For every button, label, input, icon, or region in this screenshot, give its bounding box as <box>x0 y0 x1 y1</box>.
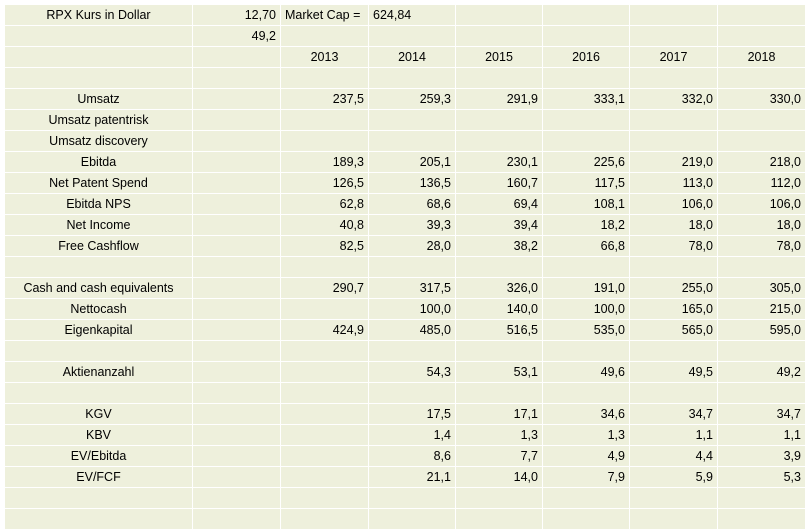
cell-A22[interactable]: EV/Ebitda <box>5 446 193 467</box>
cell-C15[interactable] <box>281 299 369 320</box>
cell-D18[interactable]: 54,3 <box>369 362 456 383</box>
spacer-row-5 <box>5 488 806 509</box>
cell-H14[interactable]: 305,0 <box>718 278 806 299</box>
cell-D15[interactable]: 100,0 <box>369 299 456 320</box>
cell-A23[interactable]: EV/FCF <box>5 467 193 488</box>
cell-G7[interactable] <box>630 131 718 152</box>
cell-G4[interactable] <box>630 68 718 89</box>
cell-B22[interactable] <box>193 446 281 467</box>
ebitda-row <box>5 152 806 173</box>
cell-C4[interactable] <box>281 68 369 89</box>
cell-G18[interactable]: 49,5 <box>630 362 718 383</box>
cell-F15[interactable]: 100,0 <box>543 299 630 320</box>
cell-C21[interactable] <box>281 425 369 446</box>
cell-H11[interactable]: 18,0 <box>718 215 806 236</box>
eigenkapital-row <box>5 320 806 341</box>
cell-A14[interactable]: Cash and cash equivalents <box>5 278 193 299</box>
cell-C22[interactable] <box>281 446 369 467</box>
cell-H25[interactable] <box>718 509 806 530</box>
cell-C14[interactable]: 290,7 <box>281 278 369 299</box>
nettocash-row <box>5 299 806 320</box>
cell-A16[interactable]: Eigenkapital <box>5 320 193 341</box>
cell-H7[interactable] <box>718 131 806 152</box>
cell-D20[interactable]: 17,5 <box>369 404 456 425</box>
cell-B21[interactable] <box>193 425 281 446</box>
cell-B10[interactable] <box>193 194 281 215</box>
cell-C10[interactable]: 62,8 <box>281 194 369 215</box>
cell-A21[interactable]: KBV <box>5 425 193 446</box>
cell-B8[interactable] <box>193 152 281 173</box>
cell-G10[interactable]: 106,0 <box>630 194 718 215</box>
cell-B19[interactable] <box>193 383 281 404</box>
cell-B7[interactable] <box>193 131 281 152</box>
aktienanzahl-row <box>5 362 806 383</box>
cell-C11[interactable]: 40,8 <box>281 215 369 236</box>
cell-F17[interactable] <box>543 341 630 362</box>
cell-H3[interactable]: 2018 <box>718 47 806 68</box>
cell-B24[interactable] <box>193 488 281 509</box>
cell-B14[interactable] <box>193 278 281 299</box>
cell-E20[interactable]: 17,1 <box>456 404 543 425</box>
cell-D22[interactable]: 8,6 <box>369 446 456 467</box>
cell-B13[interactable] <box>193 257 281 278</box>
cell-B16[interactable] <box>193 320 281 341</box>
cell-A19[interactable] <box>5 383 193 404</box>
cell-F6[interactable] <box>543 110 630 131</box>
cell-H6[interactable] <box>718 110 806 131</box>
cell-B15[interactable] <box>193 299 281 320</box>
cell-H21[interactable]: 1,1 <box>718 425 806 446</box>
cell-E4[interactable] <box>456 68 543 89</box>
kbv-row <box>5 425 806 446</box>
cell-A5[interactable]: Umsatz <box>5 89 193 110</box>
cell-C16[interactable]: 424,9 <box>281 320 369 341</box>
cell-F13[interactable] <box>543 257 630 278</box>
cell-F8[interactable]: 225,6 <box>543 152 630 173</box>
cell-F12[interactable]: 66,8 <box>543 236 630 257</box>
cell-B4[interactable] <box>193 68 281 89</box>
cell-E21[interactable]: 1,3 <box>456 425 543 446</box>
year-header-row <box>5 47 806 68</box>
cell-D11[interactable]: 39,3 <box>369 215 456 236</box>
cell-D12[interactable]: 28,0 <box>369 236 456 257</box>
cell-H12[interactable]: 78,0 <box>718 236 806 257</box>
cell-A13[interactable] <box>5 257 193 278</box>
shares-row <box>5 26 806 47</box>
cell-D19[interactable] <box>369 383 456 404</box>
cell-E12[interactable]: 38,2 <box>456 236 543 257</box>
spacer-row-1 <box>5 68 806 89</box>
cell-C7[interactable] <box>281 131 369 152</box>
cell-A6[interactable]: Umsatz patentrisk <box>5 110 193 131</box>
cell-F4[interactable] <box>543 68 630 89</box>
cell-C6[interactable] <box>281 110 369 131</box>
cell-H10[interactable]: 106,0 <box>718 194 806 215</box>
cell-G3[interactable]: 2017 <box>630 47 718 68</box>
cell-C18[interactable] <box>281 362 369 383</box>
cell-H4[interactable] <box>718 68 806 89</box>
cell-H17[interactable] <box>718 341 806 362</box>
cell-B11[interactable] <box>193 215 281 236</box>
cell-D14[interactable]: 317,5 <box>369 278 456 299</box>
cell-A7[interactable]: Umsatz discovery <box>5 131 193 152</box>
spacer-row-6 <box>5 509 806 530</box>
cell-E16[interactable]: 516,5 <box>456 320 543 341</box>
cell-E18[interactable]: 53,1 <box>456 362 543 383</box>
cell-C25[interactable] <box>281 509 369 530</box>
cell-E7[interactable] <box>456 131 543 152</box>
cell-E1[interactable] <box>456 5 543 26</box>
cell-H19[interactable] <box>718 383 806 404</box>
cell-C9[interactable]: 126,5 <box>281 173 369 194</box>
cell-B20[interactable] <box>193 404 281 425</box>
cell-C20[interactable] <box>281 404 369 425</box>
cell-E14[interactable]: 326,0 <box>456 278 543 299</box>
cell-E10[interactable]: 69,4 <box>456 194 543 215</box>
cell-A4[interactable] <box>5 68 193 89</box>
cell-C12[interactable]: 82,5 <box>281 236 369 257</box>
cell-G25[interactable] <box>630 509 718 530</box>
umsatz-patentrisk-row <box>5 110 806 131</box>
cell-C24[interactable] <box>281 488 369 509</box>
cell-D21[interactable]: 1,4 <box>369 425 456 446</box>
cell-G2[interactable] <box>630 26 718 47</box>
kgv-row <box>5 404 806 425</box>
cell-F11[interactable]: 18,2 <box>543 215 630 236</box>
cell-C13[interactable] <box>281 257 369 278</box>
cell-G13[interactable] <box>630 257 718 278</box>
cell-D8[interactable]: 205,1 <box>369 152 456 173</box>
cell-A17[interactable] <box>5 341 193 362</box>
cell-C17[interactable] <box>281 341 369 362</box>
cell-B25[interactable] <box>193 509 281 530</box>
cell-A18[interactable]: Aktienanzahl <box>5 362 193 383</box>
cell-E3[interactable]: 2015 <box>456 47 543 68</box>
cell-F21[interactable]: 1,3 <box>543 425 630 446</box>
cell-E25[interactable] <box>456 509 543 530</box>
spacer-row-4 <box>5 383 806 404</box>
cell-A15[interactable]: Nettocash <box>5 299 193 320</box>
cell-E17[interactable] <box>456 341 543 362</box>
cell-F16[interactable]: 535,0 <box>543 320 630 341</box>
cell-F23[interactable]: 7,9 <box>543 467 630 488</box>
cell-F25[interactable] <box>543 509 630 530</box>
cell-H13[interactable] <box>718 257 806 278</box>
cell-F19[interactable] <box>543 383 630 404</box>
cell-H18[interactable]: 49,2 <box>718 362 806 383</box>
cell-G9[interactable]: 113,0 <box>630 173 718 194</box>
cell-F5[interactable]: 333,1 <box>543 89 630 110</box>
cell-E22[interactable]: 7,7 <box>456 446 543 467</box>
cell-B1[interactable]: 12,70 <box>193 5 281 26</box>
cell-E6[interactable] <box>456 110 543 131</box>
cell-F24[interactable] <box>543 488 630 509</box>
cell-G19[interactable] <box>630 383 718 404</box>
cell-G1[interactable] <box>630 5 718 26</box>
cell-H9[interactable]: 112,0 <box>718 173 806 194</box>
cell-D3[interactable]: 2014 <box>369 47 456 68</box>
cell-G24[interactable] <box>630 488 718 509</box>
cell-D6[interactable] <box>369 110 456 131</box>
cell-A1[interactable]: RPX Kurs in Dollar <box>5 5 193 26</box>
cell-G8[interactable]: 219,0 <box>630 152 718 173</box>
cell-E11[interactable]: 39,4 <box>456 215 543 236</box>
cell-B23[interactable] <box>193 467 281 488</box>
cell-H2[interactable] <box>718 26 806 47</box>
cell-B6[interactable] <box>193 110 281 131</box>
cell-F1[interactable] <box>543 5 630 26</box>
cell-A24[interactable] <box>5 488 193 509</box>
cell-E15[interactable]: 140,0 <box>456 299 543 320</box>
cell-C23[interactable] <box>281 467 369 488</box>
cell-D2[interactable] <box>369 26 456 47</box>
cell-F7[interactable] <box>543 131 630 152</box>
cell-D7[interactable] <box>369 131 456 152</box>
cell-F14[interactable]: 191,0 <box>543 278 630 299</box>
cell-H1[interactable] <box>718 5 806 26</box>
cell-E2[interactable] <box>456 26 543 47</box>
cell-B17[interactable] <box>193 341 281 362</box>
cell-G5[interactable]: 332,0 <box>630 89 718 110</box>
cell-E8[interactable]: 230,1 <box>456 152 543 173</box>
cell-D25[interactable] <box>369 509 456 530</box>
cell-D9[interactable]: 136,5 <box>369 173 456 194</box>
cell-B3[interactable] <box>193 47 281 68</box>
cell-H8[interactable]: 218,0 <box>718 152 806 173</box>
cell-B18[interactable] <box>193 362 281 383</box>
cell-H23[interactable]: 5,3 <box>718 467 806 488</box>
cell-C1[interactable]: Market Cap = <box>281 5 369 26</box>
rpx-kurs-row <box>5 5 806 26</box>
umsatz-row <box>5 89 806 110</box>
net-income-row <box>5 215 806 236</box>
cell-F9[interactable]: 117,5 <box>543 173 630 194</box>
cell-G16[interactable]: 565,0 <box>630 320 718 341</box>
cell-D16[interactable]: 485,0 <box>369 320 456 341</box>
cell-D17[interactable] <box>369 341 456 362</box>
free-cashflow-row <box>5 236 806 257</box>
cell-C19[interactable] <box>281 383 369 404</box>
cell-H22[interactable]: 3,9 <box>718 446 806 467</box>
ebitda-nps-row <box>5 194 806 215</box>
cell-G14[interactable]: 255,0 <box>630 278 718 299</box>
cell-A10[interactable]: Ebitda NPS <box>5 194 193 215</box>
spacer-row-3 <box>5 341 806 362</box>
cell-G6[interactable] <box>630 110 718 131</box>
cell-G22[interactable]: 4,4 <box>630 446 718 467</box>
cell-C5[interactable]: 237,5 <box>281 89 369 110</box>
cell-B9[interactable] <box>193 173 281 194</box>
cell-E9[interactable]: 160,7 <box>456 173 543 194</box>
cell-D23[interactable]: 21,1 <box>369 467 456 488</box>
cell-E23[interactable]: 14,0 <box>456 467 543 488</box>
cell-D4[interactable] <box>369 68 456 89</box>
cell-E19[interactable] <box>456 383 543 404</box>
cell-A12[interactable]: Free Cashflow <box>5 236 193 257</box>
cell-F2[interactable] <box>543 26 630 47</box>
cell-F22[interactable]: 4,9 <box>543 446 630 467</box>
cell-E5[interactable]: 291,9 <box>456 89 543 110</box>
cell-G20[interactable]: 34,7 <box>630 404 718 425</box>
umsatz-discovery-row <box>5 131 806 152</box>
cell-F20[interactable]: 34,6 <box>543 404 630 425</box>
cell-A9[interactable]: Net Patent Spend <box>5 173 193 194</box>
cell-C3[interactable]: 2013 <box>281 47 369 68</box>
cell-H5[interactable]: 330,0 <box>718 89 806 110</box>
cell-D10[interactable]: 68,6 <box>369 194 456 215</box>
cell-B12[interactable] <box>193 236 281 257</box>
cell-A2[interactable] <box>5 26 193 47</box>
cell-H15[interactable]: 215,0 <box>718 299 806 320</box>
cell-G21[interactable]: 1,1 <box>630 425 718 446</box>
cell-C8[interactable]: 189,3 <box>281 152 369 173</box>
cell-D13[interactable] <box>369 257 456 278</box>
cell-E13[interactable] <box>456 257 543 278</box>
cash-equivalents-row <box>5 278 806 299</box>
cell-G11[interactable]: 18,0 <box>630 215 718 236</box>
cell-B2[interactable]: 49,2 <box>193 26 281 47</box>
cell-G12[interactable]: 78,0 <box>630 236 718 257</box>
cell-F3[interactable]: 2016 <box>543 47 630 68</box>
cell-D1[interactable]: 624,84 <box>369 5 456 26</box>
cell-B5[interactable] <box>193 89 281 110</box>
cell-H24[interactable] <box>718 488 806 509</box>
financials-table <box>4 4 806 530</box>
cell-C2[interactable] <box>281 26 369 47</box>
ev-ebitda-row <box>5 446 806 467</box>
cell-G17[interactable] <box>630 341 718 362</box>
cell-F10[interactable]: 108,1 <box>543 194 630 215</box>
cell-A11[interactable]: Net Income <box>5 215 193 236</box>
cell-F18[interactable]: 49,6 <box>543 362 630 383</box>
cell-H16[interactable]: 595,0 <box>718 320 806 341</box>
cell-A8[interactable]: Ebitda <box>5 152 193 173</box>
cell-D24[interactable] <box>369 488 456 509</box>
cell-A25[interactable] <box>5 509 193 530</box>
cell-D5[interactable]: 259,3 <box>369 89 456 110</box>
cell-E24[interactable] <box>456 488 543 509</box>
ev-fcf-row <box>5 467 806 488</box>
cell-A3[interactable] <box>5 47 193 68</box>
cell-G15[interactable]: 165,0 <box>630 299 718 320</box>
spacer-row-2 <box>5 257 806 278</box>
net-patent-spend-row <box>5 173 806 194</box>
cell-H20[interactable]: 34,7 <box>718 404 806 425</box>
cell-A20[interactable]: KGV <box>5 404 193 425</box>
cell-G23[interactable]: 5,9 <box>630 467 718 488</box>
